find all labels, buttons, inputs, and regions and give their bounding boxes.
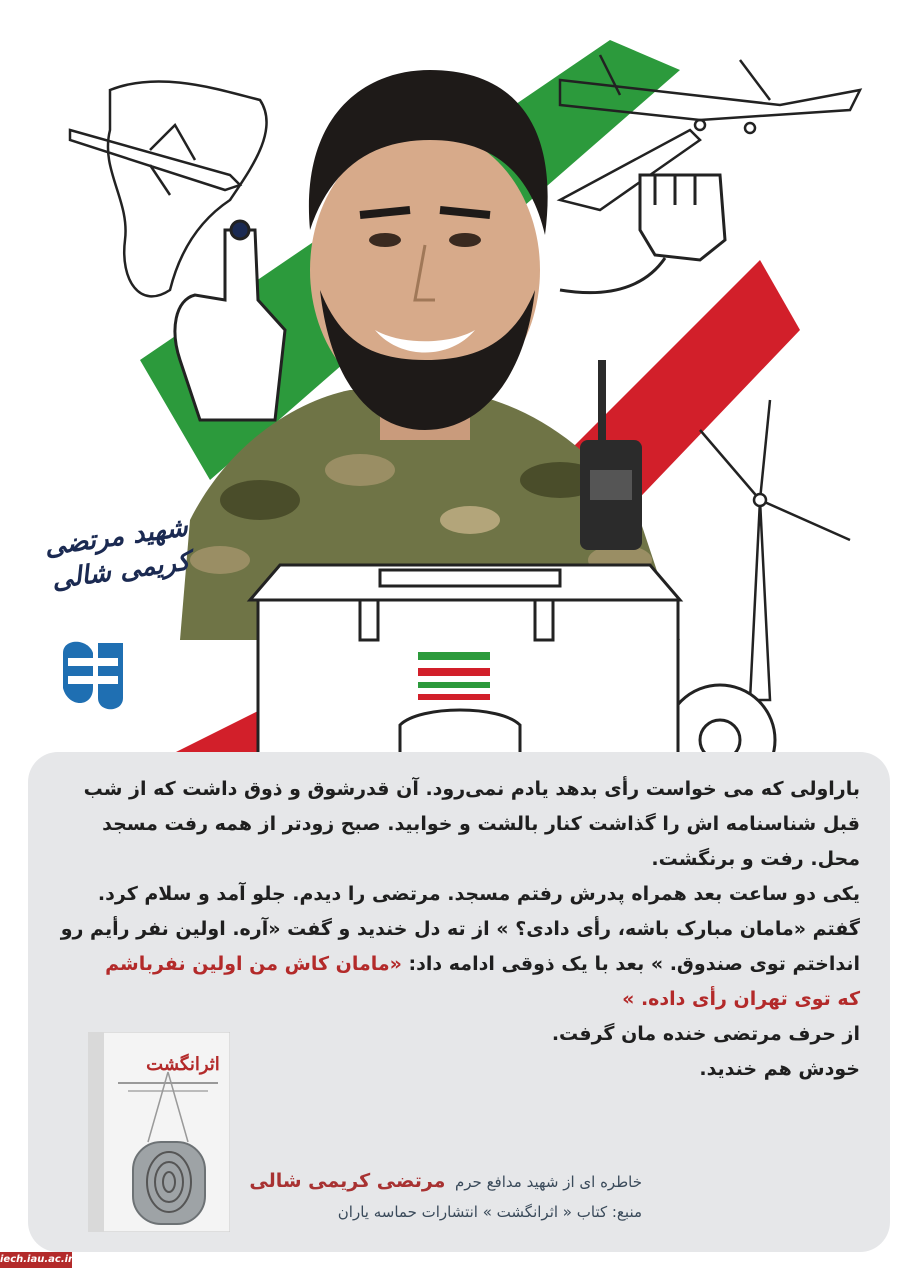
story-line: گفتم «مامان مبارک باشه، رأی دادی؟ » از ته دل خندید و گفت «آره. اولین نفر رأیم رو: [60, 918, 860, 940]
martyr-name: مرتضی کریمی شالی: [249, 1170, 446, 1192]
credit-block: [249, 1166, 642, 1227]
story-line: باراولی که می خواست رأی بدهد یادم نمی‌رود. آن قدرشوق و ذوق داشت که از شب: [83, 778, 860, 800]
story-panel: [28, 752, 890, 1252]
credit-prefix: خاطره ای از شهید مدافع حرم: [454, 1173, 642, 1191]
story-line: [60, 947, 860, 982]
book-cover-image: [88, 1032, 230, 1232]
story-quote-highlight: «مامان کاش من اولین نفرباشم: [105, 953, 402, 975]
story-line-part: انداختم توی صندوق. » بعد با یک ذوقی ادامه داد:: [401, 953, 860, 975]
story-quote-highlight: که توی تهران رأی داده. »: [622, 988, 860, 1010]
source-line: منبع: کتاب « اثرانگشت » انتشارات حماسه یاران: [337, 1203, 642, 1221]
organization-logo-icon: [48, 628, 138, 718]
story-line: قبل شناسنامه اش را گذاشت کنار بالشت و خوابید. صبح زودتر از همه رفت مسجد: [102, 813, 860, 835]
story-line: محل. رفت و برنگشت.: [651, 848, 860, 870]
story-line: یکی دو ساعت بعد همراه پدرش رفتم مسجد. مرتضی را دیدم. جلو آمد و سلام کرد.: [97, 883, 860, 905]
missile-icon: [70, 125, 240, 195]
book-title: اثرانگشت: [146, 1054, 220, 1075]
signature-calligraphy: شهید مرتضی کریمی شالی: [42, 512, 192, 596]
story-line: خودش هم خندید.: [699, 1058, 860, 1080]
voting-hand-icon: [175, 221, 285, 420]
credit-line: [249, 1166, 642, 1197]
footer-site-link[interactable]: iech.iau.ac.ir: [0, 1252, 72, 1268]
story-line: از حرف مرتضی خنده مان گرفت.: [551, 1023, 860, 1045]
wind-turbine-icon: [700, 400, 850, 700]
